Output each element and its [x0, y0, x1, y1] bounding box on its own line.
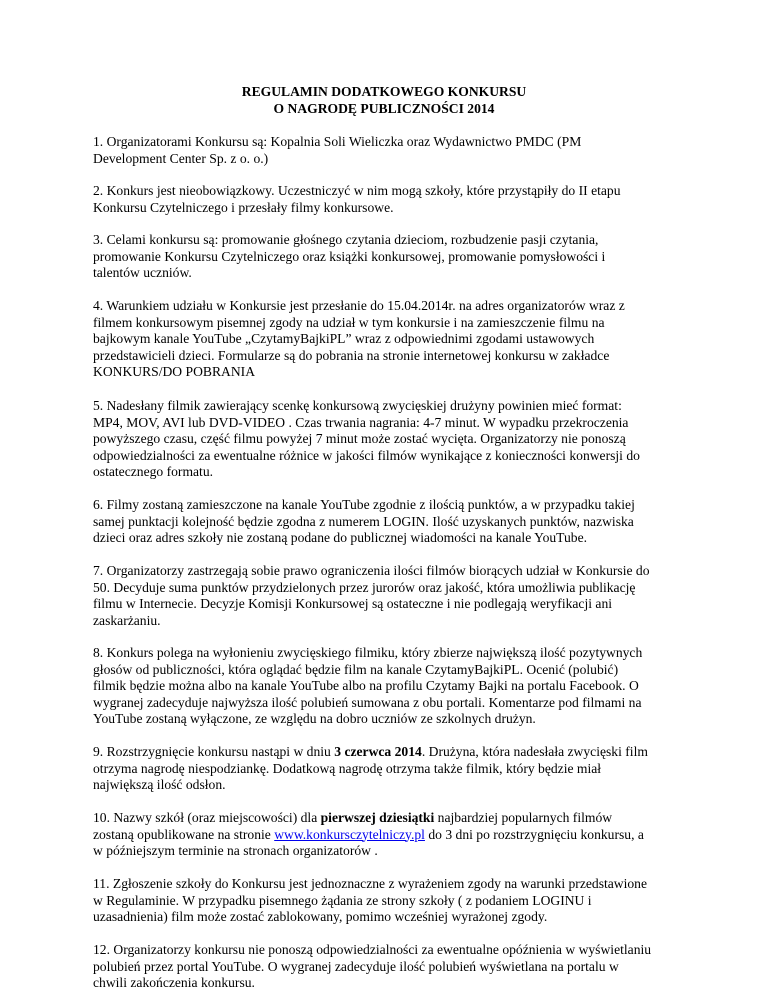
paragraph-1: 1. Organizatorami Konkursu są: Kopalnia Soli Wieliczka oraz Wydawnictwo PMDC (PM Development Center Sp. z o. o.)	[93, 134, 582, 166]
paragraph-8: 8. Konkurs polega na wyłonieniu zwycięskiego filmiku, który zbierze największą ilość pozytywnych głosów od publiczności, która oglądać będzie film na kanale CzytamyBajkiPL. Ocenić (polubić) filmik będzie można albo na kanale YouTube albo na profilu Czytamy Bajki na portalu Facebook. O wygranej zadecyduje najwyższa ilość polubień sumowana z obu portali. Komentarze pod filmami na YouTube zostaną wyłączone, ze względu na dobro uczniów ze szkolnych drużyn.	[93, 645, 643, 727]
top-ten-emphasis: pierwszej dziesiątki	[320, 810, 435, 825]
paragraph-2: 2. Konkurs jest nieobowiązkowy. Uczestniczyć w nim mogą szkoły, które przystąpiły do II etapu Konkursu Czytelniczego i przesłały filmy konkursowe.	[93, 183, 621, 215]
contest-website-link[interactable]: www.konkursczytelniczy.pl	[274, 826, 425, 842]
paragraph-12: 12. Organizatorzy konkursu nie ponoszą odpowiedzialności za ewentualne opóźnienia w wyświetlaniu polubień przez portal YouTube. O wygranej zadecyduje ilość polubień wyświetlana na portalu w chwili zakończenia konkursu.	[93, 942, 652, 991]
paragraph-4: 4. Warunkiem udziału w Konkursie jest przesłanie do 15.04.2014r. na adres organizatorów wraz z filmem konkursowym pisemnej zgody na udział w tym konkursie i na zamieszczenie filmu na bajkowym kanale YouTube „CzytamyBajkiPL” wraz z odpowiednimi zgodami ustawowych przedstawicieli dzieci. Formularze są do pobrania na stronie internetowej konkursu w zakładce KONKURS/DO POBRANIA	[93, 298, 625, 380]
paragraph-9: 9. Rozstrzygnięcie konkursu nastąpi w dniu 3 czerwca 2014. Drużyna, która nadesłała zwycięski film otrzyma nagrodę niespodziankę. Dodatkową nagrodę otrzyma także filmik, który będzie miał największą ilość odsłon.	[93, 744, 648, 793]
paragraph-6: 6. Filmy zostaną zamieszczone na kanale YouTube zgodnie z ilością punktów, a w przypadku takiej samej punktacji kolejność będzie zgodna z numerem LOGIN. Ilość uzyskanych punktów, nazwiska dzieci oraz adres szkoły nie zostaną podane do publicznej wiadomości na kanale YouTube.	[93, 497, 635, 546]
paragraph-7: 7. Organizatorzy zastrzegają sobie prawo ograniczenia ilości filmów biorących udział w Konkursie do 50. Decyduje suma punktów przydzielonych przez jurorów oraz jakość, która umożliwia publikację filmu w Internecie. Decyzje Komisji Konkursowej są ostateczne i nie podlegają weryfikacji ani zaskarżaniu.	[93, 563, 650, 628]
paragraph-10: 10. Nazwy szkół (oraz miejscowości) dla pierwszej dziesiątki najbardziej popularnych filmów zostaną opublikowane na stronie www.konkursczytelniczy.pl do 3 dni po rozstrzygnięciu konkursu, a w późniejszym terminie na stronach organizatorów .	[93, 810, 644, 859]
document-title	[0, 84, 768, 117]
title-line-2: O NAGRODĘ PUBLICZNOŚCI 2014	[273, 100, 495, 116]
paragraph-11: 11. Zgłoszenie szkoły do Konkursu jest jednoznaczne z wyrażeniem zgody na warunki przedstawione w Regulaminie. W przypadku pisemnego żądania ze strony szkoły ( z podaniem LOGINU i uzasadnienia) film może zostać zablokowany, pomimo wcześniej wyrażonej zgody.	[93, 876, 648, 925]
title-line-1: REGULAMIN DODATKOWEGO KONKURSU	[241, 84, 527, 99]
paragraph-5: 5. Nadesłany filmik zawierający scenkę konkursową zwycięskiej drużyny powinien mieć format: MP4, MOV, AVI lub DVD-VIDEO . Czas trwania nagrania: 4-7 minut. W wypadku przekroczenia powyższego czasu, część filmu powyżej 7 minut może zostać wycięta. Organizatorzy nie ponoszą odpowiedzialności za ewentualne różnice w jakości filmów wynikające z konieczności konwersji do ostatecznego formatu.	[93, 398, 640, 480]
announcement-date: 3 czerwca 2014	[334, 744, 422, 759]
paragraph-3: 3. Celami konkursu są: promowanie głośnego czytania dzieciom, rozbudzenie pasji czytania, promowanie Konkursu Czytelniczego oraz książki konkursowej, promowanie pomysłowości i talentów uczniów.	[93, 232, 606, 281]
